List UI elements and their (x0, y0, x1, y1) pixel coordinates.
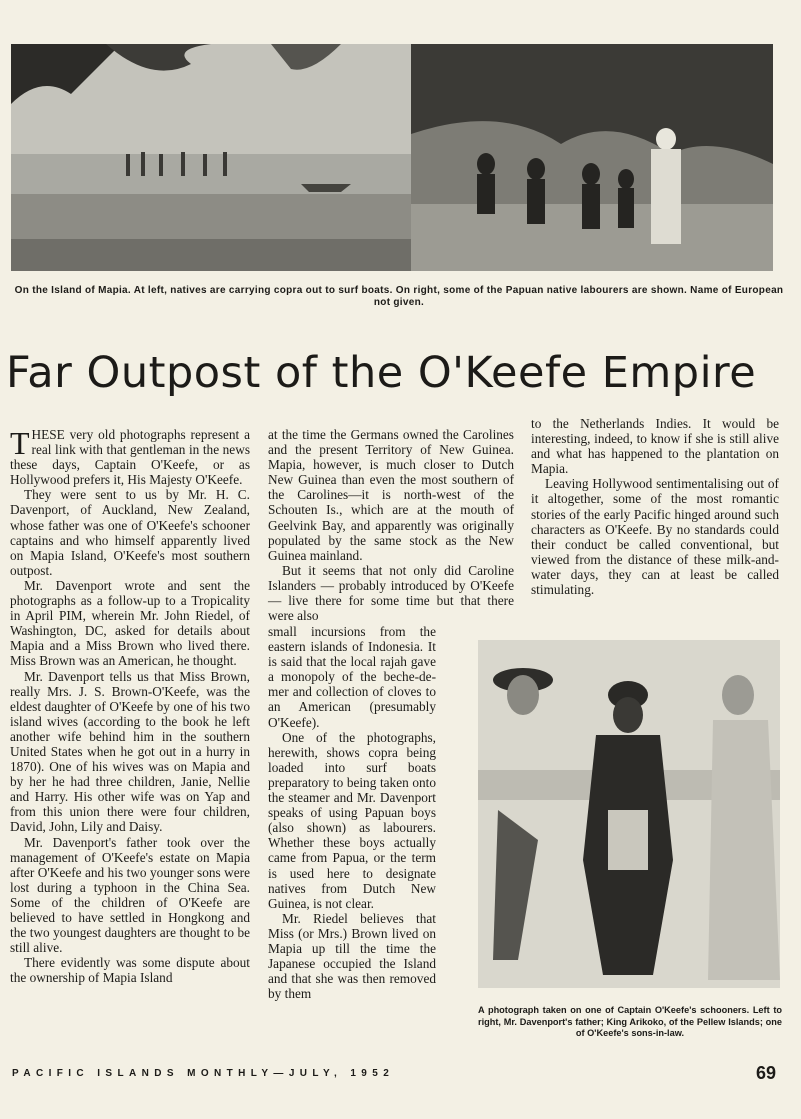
article-column-3 (531, 416, 779, 597)
paragraph: Mr. Davenport wrote and sent the photographs as a follow-up to a Tropicality in April PIM, wherein Mr. John Riedel, of Washington, DC, asked for details about Mapia and a Miss Brown who lived there. Miss Brown was an American, he thought. (10, 577, 250, 669)
paragraph: Mr. Riedel believes that Miss (or Mrs.) Brown lived on Mapia up till the time the Japanese occupied the Island and that she was then removed by them (268, 910, 436, 1002)
paragraph: at the time the Germans owned the Carolines and the present Territory of New Guinea. Mapia, however, is much closer to Dutch New Guinea than even the most southern of the Carolines—it is north-west of the Schouten Is., which are at the mouth of Geelvink Bay, and apparently was originally populated by the same stock as the New Guinea mainland. (268, 427, 514, 563)
page-number: 69 (756, 1063, 777, 1083)
bottom-photo-caption: A photograph taken on one of Captain O'Keefe's schooners. Left to right, Mr. Davenport's father; King Arikoko, of the Pellew Islands; one of O'Keefe's sons-in-law. (478, 1005, 782, 1038)
publication-footer: PACIFIC ISLANDS MONTHLY—JULY, 1952 (12, 1068, 395, 1079)
paragraph: One of the photographs, herewith, shows copra being loaded into surf boats preparatory to being taken onto the steamer and Mr. Davenport speaks of using Papuan boys (also shown) as labourers. Whether these boys actually came from Papua, or the term is used here to designate natives from Dutch New Guinea, is not clear. (268, 729, 436, 911)
article-column-2-continued (268, 624, 436, 1001)
article-column-2 (268, 427, 514, 623)
photo-beach-copra (11, 44, 411, 271)
paragraph: There evidently was some dispute about the ownership of Mapia Island (10, 955, 250, 986)
drop-cap: T (10, 425, 30, 461)
top-photos-caption: On the Island of Mapia. At left, natives are carrying copra out to surf boats. On right, some of the Papuan native labourers are shown. Name of European not given. (14, 285, 784, 308)
paragraph: THESE very old photographs represent a real link with that gentleman in the news these days, Captain O'Keefe, or as Hollywood prefers it, His Majesty O'Keefe. (10, 425, 250, 488)
paragraph: Leaving Hollywood sentimentalising out of it altogether, some of the most romantic stories of the early Pacific hinged around such characters as O'Keefe. By no standards could their conduct be called conventional, but viewed from the distance of these milk-and-water days, they can at least be called stimulating. (531, 476, 779, 598)
paragraph: to the Netherlands Indies. It would be interesting, indeed, to know if she is still alive and what has happened to the plantation on Mapia. (531, 416, 779, 477)
paragraph: But it seems that not only did Caroline Islanders — probably introduced by O'Keefe — live there for some time but that there were also (268, 562, 514, 624)
photo-schooner-group (478, 640, 780, 988)
paragraph: Mr. Davenport's father took over the management of O'Keefe's estate on Mapia after O'Keefe and his two younger sons were lost during a typhoon in the China Sea. Some of the children of O'Keefe are believed to have settled in Hongkong and the two youngest daughters are thought to be still alive. (10, 834, 250, 956)
article-column-1 (10, 427, 250, 985)
photo-papuan-labourers (411, 44, 773, 271)
paragraph: small incursions from the eastern islands of Indonesia. It is said that the local rajah gave a monopoly of the beche-de-mer and collection of cloves to an American (presumably O'Keefe). (268, 624, 436, 730)
article-headline: Far Outpost of the O'Keefe Empire (6, 348, 757, 398)
paragraph: Mr. Davenport tells us that Miss Brown, really Mrs. J. S. Brown-O'Keefe, was the eldest daughter of O'Keefe by one of his two island wives (according to the book he left another wife behind him in the southern United States when he got out in a hurry in 1870). One of his wives was on Mapia and by her he had three children, Janie, Nellie and Harry. His other wife was on Yap and from this union there were four children, David, John, Lily and Daisy. (10, 668, 250, 835)
paragraph: They were sent to us by Mr. H. C. Davenport, of Auckland, New Zealand, whose father was one of O'Keefe's schooner captains and who himself apparently lived on Mapia Island, O'Keefe's most southern outpost. (10, 487, 250, 578)
